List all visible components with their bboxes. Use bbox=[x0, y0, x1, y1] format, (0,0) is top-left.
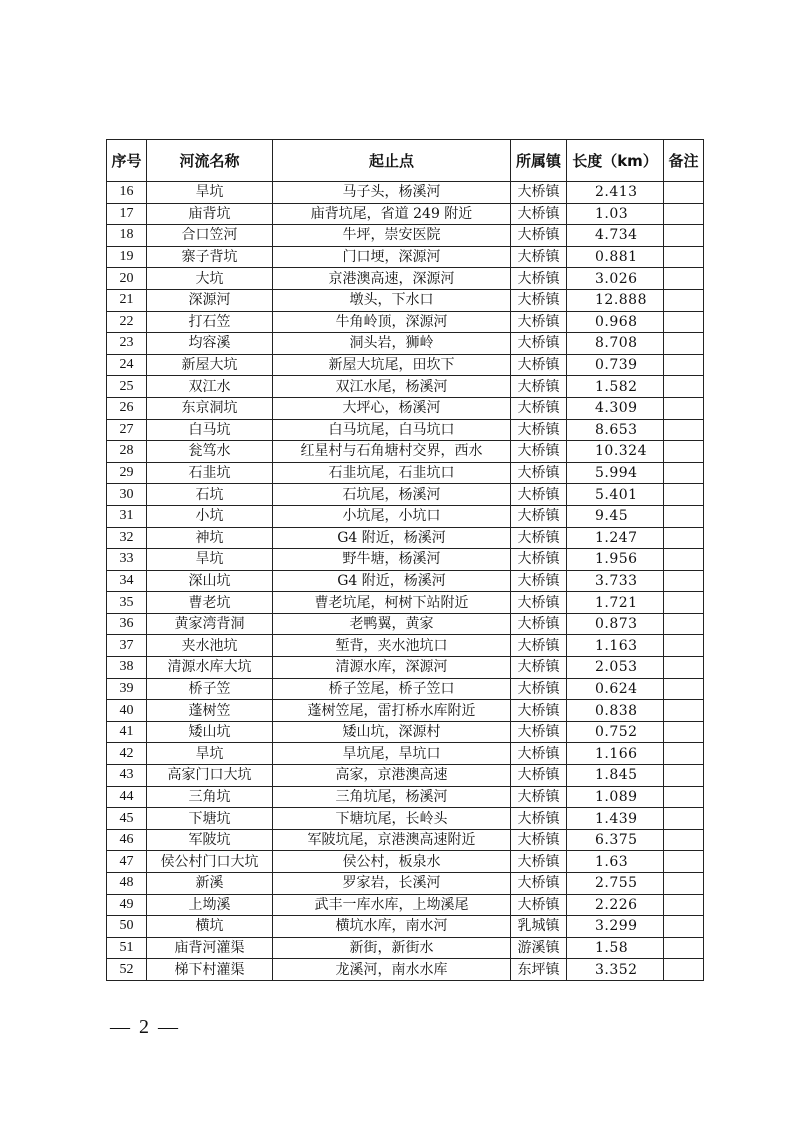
cell-town: 大桥镇 bbox=[511, 268, 567, 290]
cell-length: 4.734 bbox=[567, 225, 664, 247]
cell-no: 47 bbox=[107, 851, 147, 873]
cell-no: 44 bbox=[107, 786, 147, 808]
cell-remarks bbox=[664, 549, 704, 571]
cell-no: 46 bbox=[107, 829, 147, 851]
table-row bbox=[107, 873, 704, 895]
cell-endpoints: G4 附近，杨溪河 bbox=[273, 527, 511, 549]
cell-name: 瓮笃水 bbox=[147, 441, 273, 463]
cell-length: 8.653 bbox=[567, 419, 664, 441]
cell-length: 10.324 bbox=[567, 441, 664, 463]
cell-length: 0.881 bbox=[567, 246, 664, 268]
cell-no: 50 bbox=[107, 916, 147, 938]
cell-endpoints: 大坪心，杨溪河 bbox=[273, 397, 511, 419]
cell-no: 48 bbox=[107, 873, 147, 895]
cell-remarks bbox=[664, 268, 704, 290]
cell-length: 5.401 bbox=[567, 484, 664, 506]
cell-endpoints: 桥子笠尾，桥子笠口 bbox=[273, 678, 511, 700]
cell-length: 3.733 bbox=[567, 570, 664, 592]
cell-endpoints: 高家，京港澳高速 bbox=[273, 765, 511, 787]
cell-remarks bbox=[664, 808, 704, 830]
cell-no: 41 bbox=[107, 721, 147, 743]
cell-remarks bbox=[664, 657, 704, 679]
cell-name: 梯下村灌渠 bbox=[147, 959, 273, 981]
cell-remarks bbox=[664, 246, 704, 268]
cell-length: 1.439 bbox=[567, 808, 664, 830]
header-endpoints: 起止点 bbox=[273, 140, 511, 182]
cell-endpoints: 墩头，下水口 bbox=[273, 289, 511, 311]
cell-length: 5.994 bbox=[567, 462, 664, 484]
cell-no: 40 bbox=[107, 700, 147, 722]
cell-town: 大桥镇 bbox=[511, 419, 567, 441]
cell-remarks bbox=[664, 743, 704, 765]
cell-name: 清源水库大坑 bbox=[147, 657, 273, 679]
cell-town: 大桥镇 bbox=[511, 289, 567, 311]
cell-name: 上坳溪 bbox=[147, 894, 273, 916]
cell-endpoints: 军陂坑尾，京港澳高速附近 bbox=[273, 829, 511, 851]
cell-name: 大坑 bbox=[147, 268, 273, 290]
cell-town: 大桥镇 bbox=[511, 635, 567, 657]
table-row bbox=[107, 419, 704, 441]
cell-length: 0.873 bbox=[567, 613, 664, 635]
cell-no: 28 bbox=[107, 441, 147, 463]
table-row bbox=[107, 786, 704, 808]
cell-town: 大桥镇 bbox=[511, 484, 567, 506]
cell-remarks bbox=[664, 527, 704, 549]
cell-length: 8.708 bbox=[567, 333, 664, 355]
cell-town: 大桥镇 bbox=[511, 851, 567, 873]
cell-town: 大桥镇 bbox=[511, 333, 567, 355]
cell-town: 乳城镇 bbox=[511, 916, 567, 938]
cell-endpoints: 双江水尾，杨溪河 bbox=[273, 376, 511, 398]
table-row bbox=[107, 721, 704, 743]
cell-length: 1.582 bbox=[567, 376, 664, 398]
table-row bbox=[107, 743, 704, 765]
cell-no: 43 bbox=[107, 765, 147, 787]
cell-town: 大桥镇 bbox=[511, 894, 567, 916]
table-row bbox=[107, 182, 704, 204]
cell-no: 37 bbox=[107, 635, 147, 657]
cell-length: 0.739 bbox=[567, 354, 664, 376]
cell-name: 横坑 bbox=[147, 916, 273, 938]
cell-town: 大桥镇 bbox=[511, 549, 567, 571]
cell-length: 0.752 bbox=[567, 721, 664, 743]
cell-no: 52 bbox=[107, 959, 147, 981]
cell-remarks bbox=[664, 419, 704, 441]
cell-name: 下塘坑 bbox=[147, 808, 273, 830]
cell-no: 51 bbox=[107, 937, 147, 959]
page-number: — 2 — bbox=[110, 1016, 180, 1038]
cell-name: 侯公村门口大坑 bbox=[147, 851, 273, 873]
cell-town: 大桥镇 bbox=[511, 462, 567, 484]
cell-endpoints: 红星村与石角塘村交界，西水 bbox=[273, 441, 511, 463]
cell-length: 12.888 bbox=[567, 289, 664, 311]
cell-town: 东坪镇 bbox=[511, 959, 567, 981]
cell-endpoints: 石韭坑尾，石韭坑口 bbox=[273, 462, 511, 484]
cell-town: 大桥镇 bbox=[511, 721, 567, 743]
cell-endpoints: 新屋大坑尾，田坎下 bbox=[273, 354, 511, 376]
cell-length: 1.166 bbox=[567, 743, 664, 765]
cell-town: 大桥镇 bbox=[511, 829, 567, 851]
cell-endpoints: 石坑尾，杨溪河 bbox=[273, 484, 511, 506]
cell-remarks bbox=[664, 203, 704, 225]
cell-name: 新屋大坑 bbox=[147, 354, 273, 376]
cell-no: 26 bbox=[107, 397, 147, 419]
cell-town: 大桥镇 bbox=[511, 678, 567, 700]
cell-name: 寨子背坑 bbox=[147, 246, 273, 268]
cell-name: 高家门口大坑 bbox=[147, 765, 273, 787]
cell-remarks bbox=[664, 441, 704, 463]
cell-length: 4.309 bbox=[567, 397, 664, 419]
cell-town: 大桥镇 bbox=[511, 246, 567, 268]
cell-name: 旱坑 bbox=[147, 549, 273, 571]
cell-town: 大桥镇 bbox=[511, 786, 567, 808]
cell-endpoints: 曹老坑尾，柯树下站附近 bbox=[273, 592, 511, 614]
table-row bbox=[107, 397, 704, 419]
cell-endpoints: 庙背坑尾，省道 249 附近 bbox=[273, 203, 511, 225]
cell-town: 大桥镇 bbox=[511, 765, 567, 787]
cell-town: 大桥镇 bbox=[511, 592, 567, 614]
cell-town: 大桥镇 bbox=[511, 873, 567, 895]
cell-length: 3.026 bbox=[567, 268, 664, 290]
cell-no: 35 bbox=[107, 592, 147, 614]
cell-endpoints: 下塘坑尾，长岭头 bbox=[273, 808, 511, 830]
cell-no: 25 bbox=[107, 376, 147, 398]
cell-length: 1.03 bbox=[567, 203, 664, 225]
cell-remarks bbox=[664, 311, 704, 333]
cell-length: 6.375 bbox=[567, 829, 664, 851]
cell-length: 1.721 bbox=[567, 592, 664, 614]
table-row bbox=[107, 225, 704, 247]
cell-name: 旱坑 bbox=[147, 743, 273, 765]
cell-endpoints: 龙溪河，南水水库 bbox=[273, 959, 511, 981]
cell-name: 三角坑 bbox=[147, 786, 273, 808]
table-row bbox=[107, 657, 704, 679]
cell-length: 1.845 bbox=[567, 765, 664, 787]
cell-no: 38 bbox=[107, 657, 147, 679]
cell-no: 33 bbox=[107, 549, 147, 571]
cell-name: 黄家湾背洞 bbox=[147, 613, 273, 635]
cell-length: 3.299 bbox=[567, 916, 664, 938]
table-row bbox=[107, 937, 704, 959]
cell-remarks bbox=[664, 613, 704, 635]
cell-no: 31 bbox=[107, 505, 147, 527]
cell-endpoints: 牛角岭顶，深源河 bbox=[273, 311, 511, 333]
table-row bbox=[107, 829, 704, 851]
table-row bbox=[107, 635, 704, 657]
river-table bbox=[106, 139, 704, 981]
cell-length: 9.45 bbox=[567, 505, 664, 527]
cell-remarks bbox=[664, 462, 704, 484]
table-row bbox=[107, 203, 704, 225]
cell-remarks bbox=[664, 333, 704, 355]
cell-remarks bbox=[664, 592, 704, 614]
cell-remarks bbox=[664, 182, 704, 204]
cell-remarks bbox=[664, 635, 704, 657]
cell-name: 神坑 bbox=[147, 527, 273, 549]
cell-endpoints: 白马坑尾，白马坑口 bbox=[273, 419, 511, 441]
cell-endpoints: 旱坑尾，旱坑口 bbox=[273, 743, 511, 765]
cell-remarks bbox=[664, 829, 704, 851]
cell-name: 庙背河灌渠 bbox=[147, 937, 273, 959]
cell-length: 1.089 bbox=[567, 786, 664, 808]
cell-endpoints: 侯公村，板泉水 bbox=[273, 851, 511, 873]
table-row bbox=[107, 613, 704, 635]
table-row bbox=[107, 894, 704, 916]
cell-no: 29 bbox=[107, 462, 147, 484]
cell-endpoints: 马子头，杨溪河 bbox=[273, 182, 511, 204]
cell-town: 大桥镇 bbox=[511, 376, 567, 398]
table-row bbox=[107, 441, 704, 463]
cell-remarks bbox=[664, 570, 704, 592]
header-remarks: 备注 bbox=[664, 140, 704, 182]
cell-no: 16 bbox=[107, 182, 147, 204]
cell-length: 1.58 bbox=[567, 937, 664, 959]
cell-no: 39 bbox=[107, 678, 147, 700]
cell-length: 2.226 bbox=[567, 894, 664, 916]
table-row bbox=[107, 700, 704, 722]
cell-remarks bbox=[664, 786, 704, 808]
table-row bbox=[107, 678, 704, 700]
table-header bbox=[107, 140, 704, 182]
cell-town: 大桥镇 bbox=[511, 808, 567, 830]
cell-remarks bbox=[664, 376, 704, 398]
cell-endpoints: 武丰一库水库，上坳溪尾 bbox=[273, 894, 511, 916]
table-row bbox=[107, 592, 704, 614]
cell-endpoints: 堑背，夹水池坑口 bbox=[273, 635, 511, 657]
cell-length: 2.053 bbox=[567, 657, 664, 679]
cell-town: 大桥镇 bbox=[511, 527, 567, 549]
cell-length: 0.838 bbox=[567, 700, 664, 722]
cell-endpoints: 新街，新街水 bbox=[273, 937, 511, 959]
cell-remarks bbox=[664, 765, 704, 787]
cell-endpoints: 牛坪，崇安医院 bbox=[273, 225, 511, 247]
cell-no: 34 bbox=[107, 570, 147, 592]
cell-town: 大桥镇 bbox=[511, 354, 567, 376]
cell-name: 石坑 bbox=[147, 484, 273, 506]
cell-endpoints: 老鸭翼，黄家 bbox=[273, 613, 511, 635]
cell-town: 大桥镇 bbox=[511, 182, 567, 204]
cell-endpoints: 野牛塘，杨溪河 bbox=[273, 549, 511, 571]
table-row bbox=[107, 765, 704, 787]
cell-no: 22 bbox=[107, 311, 147, 333]
cell-town: 大桥镇 bbox=[511, 311, 567, 333]
table-row bbox=[107, 311, 704, 333]
cell-length: 3.352 bbox=[567, 959, 664, 981]
cell-length: 2.755 bbox=[567, 873, 664, 895]
cell-remarks bbox=[664, 851, 704, 873]
cell-remarks bbox=[664, 225, 704, 247]
cell-remarks bbox=[664, 505, 704, 527]
cell-endpoints: 矮山坑，深源村 bbox=[273, 721, 511, 743]
cell-name: 新溪 bbox=[147, 873, 273, 895]
cell-endpoints: 洞头岩，狮岭 bbox=[273, 333, 511, 355]
table-row bbox=[107, 527, 704, 549]
cell-endpoints: 三角坑尾，杨溪河 bbox=[273, 786, 511, 808]
cell-endpoints: G4 附近，杨溪河 bbox=[273, 570, 511, 592]
cell-endpoints: 横坑水库，南水河 bbox=[273, 916, 511, 938]
cell-no: 32 bbox=[107, 527, 147, 549]
cell-name: 深山坑 bbox=[147, 570, 273, 592]
cell-name: 蓬树笠 bbox=[147, 700, 273, 722]
cell-length: 1.163 bbox=[567, 635, 664, 657]
cell-town: 大桥镇 bbox=[511, 613, 567, 635]
cell-town: 大桥镇 bbox=[511, 743, 567, 765]
cell-no: 45 bbox=[107, 808, 147, 830]
cell-name: 石韭坑 bbox=[147, 462, 273, 484]
table-row bbox=[107, 462, 704, 484]
cell-no: 36 bbox=[107, 613, 147, 635]
cell-remarks bbox=[664, 354, 704, 376]
table-row bbox=[107, 808, 704, 830]
cell-endpoints: 蓬树笠尾，雷打桥水库附近 bbox=[273, 700, 511, 722]
cell-length: 0.968 bbox=[567, 311, 664, 333]
cell-endpoints: 罗家岩，长溪河 bbox=[273, 873, 511, 895]
cell-no: 27 bbox=[107, 419, 147, 441]
cell-town: 大桥镇 bbox=[511, 441, 567, 463]
table-row bbox=[107, 916, 704, 938]
table-row bbox=[107, 268, 704, 290]
cell-remarks bbox=[664, 873, 704, 895]
cell-name: 打石笠 bbox=[147, 311, 273, 333]
table-row bbox=[107, 549, 704, 571]
cell-town: 大桥镇 bbox=[511, 570, 567, 592]
cell-remarks bbox=[664, 700, 704, 722]
cell-no: 49 bbox=[107, 894, 147, 916]
cell-name: 白马坑 bbox=[147, 419, 273, 441]
cell-no: 23 bbox=[107, 333, 147, 355]
table-row bbox=[107, 484, 704, 506]
cell-no: 19 bbox=[107, 246, 147, 268]
cell-remarks bbox=[664, 916, 704, 938]
cell-town: 大桥镇 bbox=[511, 700, 567, 722]
cell-length: 1.247 bbox=[567, 527, 664, 549]
cell-town: 游溪镇 bbox=[511, 937, 567, 959]
cell-remarks bbox=[664, 959, 704, 981]
cell-length: 0.624 bbox=[567, 678, 664, 700]
cell-remarks bbox=[664, 397, 704, 419]
table-row bbox=[107, 333, 704, 355]
header-town: 所属镇 bbox=[511, 140, 567, 182]
table-row bbox=[107, 354, 704, 376]
cell-length: 1.956 bbox=[567, 549, 664, 571]
cell-name: 小坑 bbox=[147, 505, 273, 527]
table-row bbox=[107, 851, 704, 873]
cell-name: 东京洞坑 bbox=[147, 397, 273, 419]
table-body bbox=[107, 182, 704, 981]
cell-endpoints: 京港澳高速，深源河 bbox=[273, 268, 511, 290]
header-no: 序号 bbox=[107, 140, 147, 182]
cell-no: 42 bbox=[107, 743, 147, 765]
cell-name: 双江水 bbox=[147, 376, 273, 398]
header-row bbox=[107, 140, 704, 182]
cell-name: 军陂坑 bbox=[147, 829, 273, 851]
cell-remarks bbox=[664, 678, 704, 700]
header-name: 河流名称 bbox=[147, 140, 273, 182]
cell-town: 大桥镇 bbox=[511, 657, 567, 679]
table-row bbox=[107, 505, 704, 527]
cell-town: 大桥镇 bbox=[511, 203, 567, 225]
cell-name: 均容溪 bbox=[147, 333, 273, 355]
table-row bbox=[107, 246, 704, 268]
cell-town: 大桥镇 bbox=[511, 505, 567, 527]
cell-endpoints: 清源水库，深源河 bbox=[273, 657, 511, 679]
cell-name: 庙背坑 bbox=[147, 203, 273, 225]
cell-endpoints: 小坑尾，小坑口 bbox=[273, 505, 511, 527]
cell-name: 夹水池坑 bbox=[147, 635, 273, 657]
cell-no: 18 bbox=[107, 225, 147, 247]
table-row bbox=[107, 959, 704, 981]
cell-endpoints: 门口埂，深源河 bbox=[273, 246, 511, 268]
cell-name: 深源河 bbox=[147, 289, 273, 311]
header-length: 长度（km） bbox=[567, 140, 664, 182]
cell-name: 桥子笠 bbox=[147, 678, 273, 700]
cell-remarks bbox=[664, 484, 704, 506]
cell-no: 30 bbox=[107, 484, 147, 506]
cell-name: 合口笠河 bbox=[147, 225, 273, 247]
cell-no: 17 bbox=[107, 203, 147, 225]
cell-town: 大桥镇 bbox=[511, 397, 567, 419]
cell-remarks bbox=[664, 721, 704, 743]
cell-no: 24 bbox=[107, 354, 147, 376]
cell-length: 2.413 bbox=[567, 182, 664, 204]
cell-length: 1.63 bbox=[567, 851, 664, 873]
cell-no: 20 bbox=[107, 268, 147, 290]
cell-remarks bbox=[664, 894, 704, 916]
cell-name: 矮山坑 bbox=[147, 721, 273, 743]
cell-remarks bbox=[664, 289, 704, 311]
cell-town: 大桥镇 bbox=[511, 225, 567, 247]
cell-remarks bbox=[664, 937, 704, 959]
table-row bbox=[107, 376, 704, 398]
cell-name: 旱坑 bbox=[147, 182, 273, 204]
cell-name: 曹老坑 bbox=[147, 592, 273, 614]
cell-no: 21 bbox=[107, 289, 147, 311]
table-row bbox=[107, 289, 704, 311]
table-row bbox=[107, 570, 704, 592]
